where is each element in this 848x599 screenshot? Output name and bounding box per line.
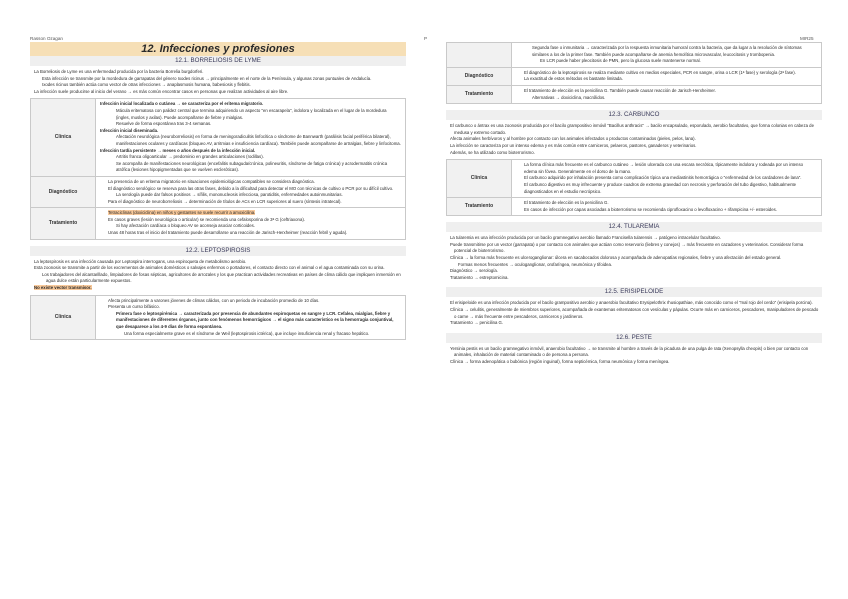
peste-line: Yersinia pestis es un bacilo gramnegativo inmóvil, anaerobio facultativo → se transmite al hombre a través de la picadura de una pulga de rata (Xenopsylla cheopis) o bien por contacto con animales, inhalación de material contaminado o de persona a persona. [450, 345, 809, 358]
lepto-intro [30, 259, 406, 292]
carbunco-intro-line: Además, se ha utilizado como bioterrorismo. [450, 149, 535, 155]
row-content [96, 295, 406, 340]
table-row [31, 176, 406, 207]
row-content [96, 99, 406, 177]
lepto-table [30, 295, 406, 341]
list-item: Presenta un curso bifásico. [108, 304, 160, 310]
tularemia-line: Formas menos frecuentes → oculoganglionar, orofaríngea, neumónica y tifoidea. [458, 261, 613, 267]
row-label: Diagnóstico [447, 67, 512, 85]
list-item: El diagnóstico serológico se reserva para las otras fases, debido a la dificultad para detectar el MO con técnicas de cultivo o PCR por su difícil cultivo. [108, 185, 394, 191]
carbunco-intro-line: Afecta animales herbívoros y al hombre por contacto con los animales infectados o productos contaminados (pieles, pelos, lana). [450, 136, 696, 142]
row-content [512, 160, 822, 198]
lyme-intro-line: Esta infección se transmite por la mordedura de garrapatas del género Ixodes ricinus → principalmente en el norte de la Península, y algunas zonas puntuales de Andalucía. [42, 75, 372, 81]
list-item: Unas 48 horas tras el inicio del tratamiento puede desarrollarse una reacción de Jarisch-Herxheimer (reacción febril y aguda). [108, 230, 348, 236]
row-content [512, 67, 822, 85]
section-title-lyme: 12.1. BORRELIOSIS DE LYME [30, 56, 406, 66]
list-item: Para el diagnóstico de neuroborreliosis → determinación de títulos de ACs en LCR superiores al suero (síntesis intratecal). [108, 198, 342, 204]
tularemia-line: Clínica → la forma más frecuente es ulceroganglionar: úlcera en sacabocados dolorosa y acompañada de adenopatías regionales, fiebre y una afectación del estado general. [450, 255, 782, 261]
list-item: El tratamiento de elección es la penicilina G. [524, 200, 609, 206]
lyme-intro-line: La Borreliosis de Lyme es una enfermedad producida por la bacteria Borrelia burgdorferi. [34, 69, 204, 74]
row-content [512, 85, 822, 103]
left-page [30, 42, 406, 340]
section-title-tularemia: 12.4. TULAREMIA [446, 222, 822, 232]
running-header-author: Rasson Ozagan [30, 36, 63, 41]
running-header-page-letter: P [424, 36, 428, 41]
row-label: Tratamiento [447, 85, 512, 103]
table-row [447, 85, 822, 103]
chapter-title: 12. Infecciones y profesiones [30, 42, 406, 56]
peste-body [446, 346, 822, 366]
list-item [100, 210, 401, 217]
highlight: No existe vector transmisor. [34, 285, 92, 291]
list-item: El diagnóstico de la leptospirosis se realiza mediante cultivo en medios especiales, PCR en sangre, orina o LCR (1ª fase) y serología (2ª fase). [524, 69, 796, 75]
tularemia-line: Tratamiento → estreptomicina. [450, 274, 509, 280]
erisipeloide-body [446, 300, 822, 326]
carbunco-intro-line: El carbunco o ántrax es una zoonosis producida por el bacilo grampositivo inmóvil "Bacillus anthracis" → bacilo encapsulado, esporulado, aerobio facultativo, que forma colonias en cabeza de medusa y extremo cortado. [450, 123, 814, 135]
lyme-intro-line: La infección suele producirse al inicio del verano → es más común encontrar casos en personas que realizan actividades al aire libre. [34, 88, 289, 94]
table-row [447, 43, 822, 68]
list-item: La exactitud de estos métodos es bastante limitada. [524, 76, 623, 82]
carbunco-intro [446, 123, 822, 156]
running-header-code: MIR25 [800, 36, 814, 41]
list-item: Artritis franca oligoarticular → predominio en grandes articulaciones (rodillas). [116, 154, 264, 160]
row-content [512, 198, 822, 216]
list-item: La presencia de un eritema migratorio en situaciones epidemiológicas compatibles se considera diagnóstica. [108, 178, 315, 184]
erisipeloide-line: Clínica → celulitis, generalmente de miembros superiores, acompañada de exantemas eritematosos con vesículas y pápulas. Ocurre más en carniceros, pescadores, manipuladores de pescado o carne → más frecuente entre pescaderos, carniceros y jardineros. [450, 307, 819, 319]
table-row [31, 295, 406, 340]
lepto-table-continued [446, 42, 822, 104]
right-page [446, 42, 822, 366]
carbunco-intro-line: La infección se caracteriza por un intenso edema y es más común entre carniceros, pelaeros, pastores, ganaderos y veterinarios. [450, 142, 697, 148]
lepto-intro-line: Los trabajadores del alcantarillado, limpiadores de fosas sépticas, agricultores de arrozales y los que practican actividades recreativas en países de clima cálido que impliquen inmersión en agua dulce están particularmente expuestos. [42, 271, 401, 284]
row-content [96, 176, 406, 207]
row-label: Clínica [447, 160, 512, 198]
row-label: Clínica [31, 295, 96, 340]
row-content [96, 208, 406, 239]
erisipeloide-line: Tratamiento → penicilina G. [450, 320, 504, 326]
list-item: La forma clínica más frecuente es el carbunco cutáneo → lesión ulcerada con una escara necrótica, típicamente indolora y rodeada por un intenso edema sin fóvea. Generalmente en el dorso de la mano. [524, 162, 803, 174]
section-title-erisipeloide: 12.5. ERISIPELOIDE [446, 287, 822, 297]
lyme-intro-line: Ixodes ricinus también actúa como vector de otras infecciones → anaplasmosis humana, babesiosis y flebitis. [42, 82, 251, 88]
row-content [512, 43, 822, 68]
row-label: Diagnóstico [31, 176, 96, 207]
table-row [447, 198, 822, 216]
list-item: En LCR puede haber pleocitosis de PMN, pero la glucosa suele mantenerse normal. [540, 58, 701, 64]
tularemia-line: La tularemia es una infección producida por un bacilo gramnegativo aerobio llamado Francisella tularensis → patógeno intracelular facultativo. [450, 235, 721, 241]
list-item: Afecta principalmente a varones jóvenes de climas cálidos, con un periodo de incubación promedio de 10 días. [108, 297, 320, 303]
row-label: Tratamiento [447, 198, 512, 216]
list-item: Una forma especialmente grave es el síndrome de Weil (leptospirosis ictérica), que incluye insuficiencia renal y fracaso hepático. [124, 330, 370, 336]
list-item: La serología puede dar falsos positivos → sífilis, mononucleosis infecciosa, parotiditis, enfermedades autoinmunitarias. [116, 192, 343, 198]
list-item: El carbunco digestivo es muy infrecuente y produce cuadros de extrema gravedad con necrosis y perforación del tubo digestivo, habitualmente diagnosticados en el estudio necrópsico. [524, 181, 797, 194]
list-item: Infección inicial diseminada. [100, 127, 159, 133]
row-label: Clínica [31, 99, 96, 177]
tularemia-line: Puede transmitirse por un vector (garrapata) o por contacto con animales que actúan como reservorio (liebres y conejos) → más frecuente en cazadores y veterinarios. Considerar forma potencial de bioterrorismo. [450, 241, 804, 254]
list-item: Si hay afectación cardíaca o bloqueo AV se aconseja asociar corticoides. [116, 223, 255, 229]
row-label [447, 43, 512, 68]
list-item: Primera fase o leptospirémica → caracterizada por presencia de abundantes espiroquetas en sangre y LCR. Cefalea, mialgias, fiebre y manifestaciones de diferentes órganos, junto con fenómenos hemorrágicos → el signo más característico es la hemorragia conjuntival, que desaparece a los 4-9 días de forma espontánea. [116, 310, 394, 329]
list-item: Resuelve de forma espontánea tras 3-4 semanas. [116, 121, 212, 127]
lyme-intro [30, 69, 406, 95]
lepto-intro-line [32, 285, 404, 292]
list-item: El tratamiento de elección es la penicilina G. También puede causar reacción de Jarisch-Herxheimer. [524, 87, 716, 93]
table-row [447, 160, 822, 198]
list-item: Afectación neurológica (neuroborreliosis) en forma de meningoradiculitis linfocítica o síndrome de Bannwarth (parálisis facial periférica bilateral), manifestaciones oculares y cardíacas (bloqueo AV, arritmias e insuficiencia cardíaca). También puede acompañarse de artralgias, fiebre y linfocitoma. [116, 134, 401, 146]
row-label: Tratamiento [31, 208, 96, 239]
section-title-carbunco: 12.3. CARBUNCO [446, 110, 822, 120]
list-item: Mácula eritematosa con palidez central que termina adquiriendo un aspecto "en escarapela", indolora y localizada en el lugar de la mordedura (ingles, muslos y axilas). Puede acompañarse de fiebre y mialgias. [116, 107, 387, 120]
section-title-leptospirosis: 12.2. LEPTOSPIROSIS [30, 246, 406, 256]
section-title-peste: 12.6. PESTE [446, 333, 822, 343]
carbunco-table [446, 159, 822, 216]
peste-line: Clínica → forma adenopática o bubónica (región inguinal), forma septicémica, forma neumónica y forma meníngea. [450, 359, 670, 364]
lyme-table [30, 98, 406, 239]
erisipeloide-line: El erisipeloide es una infección producida por el bacilo grampositivo aerobio y anaerobio facultativo Erysipelothrix rhusiopathiae, más conocido como el "mal rojo del cerdo" (erisipela porcina). [450, 300, 813, 306]
list-item: Infección tardía persistente → meses o años después de la infección inicial. [100, 147, 256, 153]
list-item: En casos graves (lesión neurológica o articular) se recomienda una cefalosporina de 3ª G (ceftriaxona). [108, 216, 305, 222]
table-row [31, 208, 406, 239]
list-item: Infección inicial localizada o cutánea → se caracteriza por el eritema migratorio. [100, 101, 264, 107]
table-row [447, 67, 822, 85]
tularemia-body [446, 235, 822, 281]
list-item: El carbunco adquirido por inhalación presenta como complicación típica una mediastinitis hemorrágica o "enfermedad de los cardadores de lana". [524, 175, 802, 181]
lepto-intro-line: La leptospirosis es una infección causada por Leptospira interrogans, una espiroqueta de metabolismo aerobio. [34, 258, 247, 264]
list-item: Alternativas → doxiciclina, macrólidos. [532, 94, 606, 100]
list-item: Se acompaña de manifestaciones neurológicas (encefalitis subaguda/crónica, polineuritis, síndrome de fatiga crónica) y acrodermatitis crónica atrófica (lesiones hipopigmentadas que se vuelven escleróticas). [116, 160, 388, 173]
highlight: Tetraciclinas (doxiciclina) en niños y gestantes se suele recurrir a amoxicilina. [108, 210, 256, 216]
list-item: Segunda fase o inmunitaria → caracterizada por la respuesta inmunitaria humoral contra la bacteria, que da lugar a la resolución de síntomas similares a los de la primer fase. También puede acompañarse de anemia hemolítica microvascular, leucocitosis y trombopenia. [532, 45, 802, 57]
tularemia-line: Diagnóstico → serología. [450, 268, 499, 274]
list-item: En casos de infección por capas asociadas a bioterrorismo se recomienda ciprofloxacino o levofloxacino + rifampicina +/- esteroides. [524, 206, 777, 212]
lepto-intro-line: Esta zoonosis se transmite a partir de los excrementos de animales domésticos o salvajes enfermos o portadores, el contacto directo con el animal o el agua contaminada con su orina. [34, 265, 385, 271]
table-row [31, 99, 406, 177]
